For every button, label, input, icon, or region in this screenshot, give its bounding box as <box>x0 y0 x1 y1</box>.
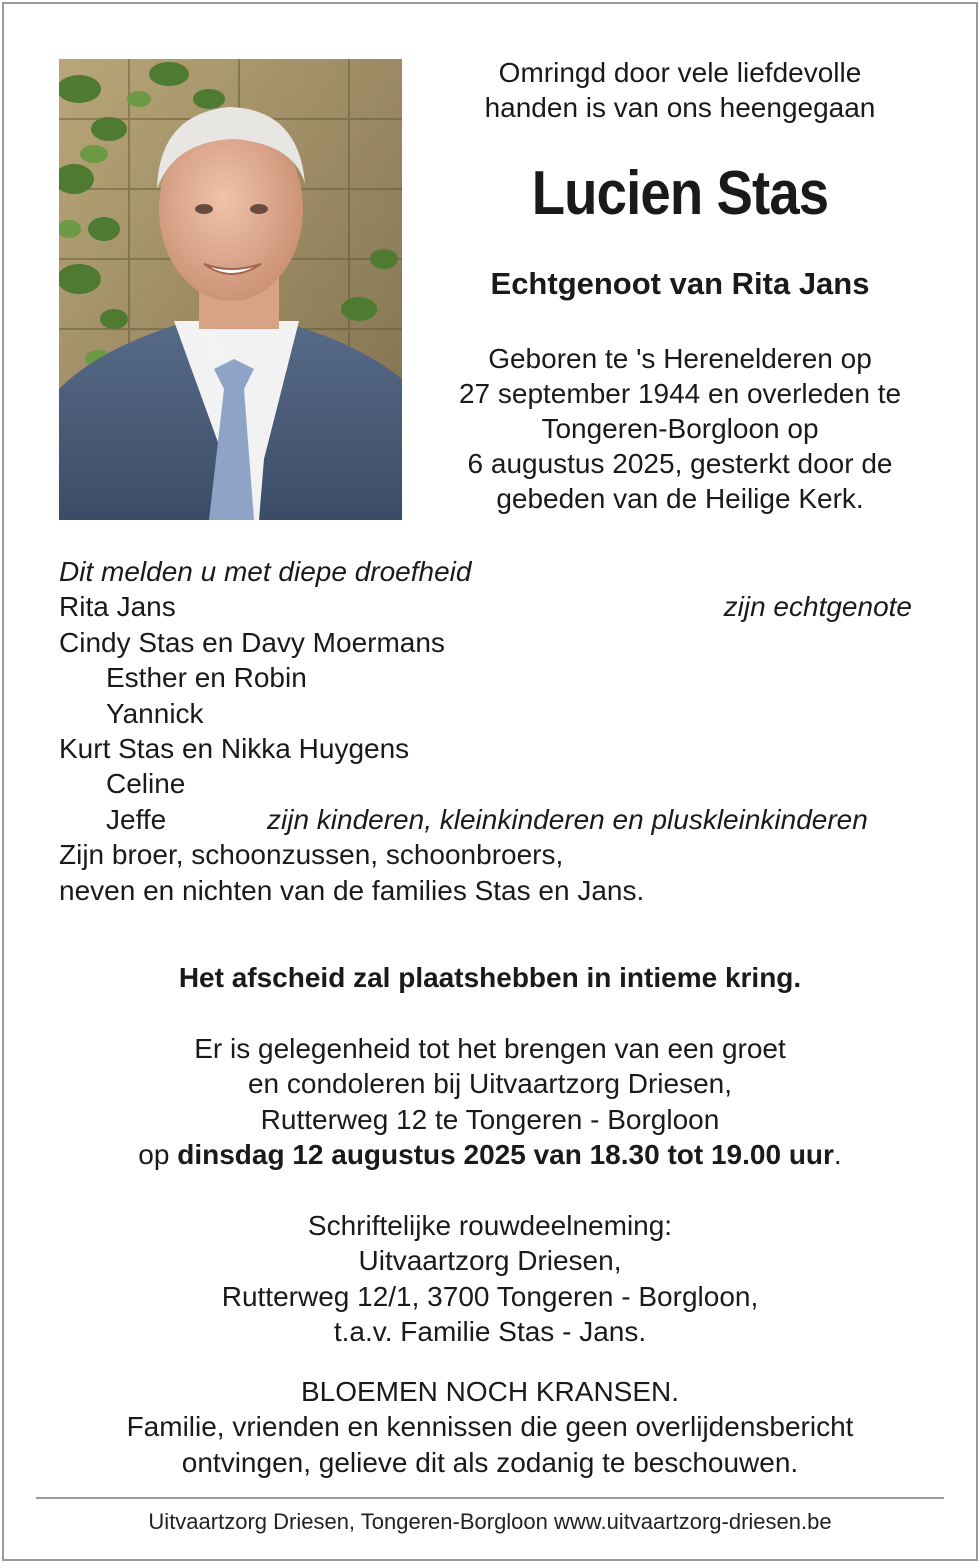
condolence-line: Uitvaartzorg Driesen, <box>358 1245 622 1277</box>
condolence-address <box>20 1208 960 1350</box>
intro-line: handen is van ons heengegaan <box>484 92 876 123</box>
flowers-line: Familie, vrienden en kennissen die geen overlijdensbericht <box>126 1411 854 1443</box>
birth-death-text <box>420 341 940 516</box>
condolence-line: Schriftelijke rouwdeelneming: <box>307 1210 673 1241</box>
mourner-name: Jeffe <box>106 803 167 835</box>
birth-line: gebeden van de Heilige Kerk. <box>496 483 864 514</box>
birth-line: Geboren te 's Herenelderen op <box>488 343 872 374</box>
mourner-row <box>59 802 929 837</box>
flowers-line: BLOEMEN NOCH KRANSEN. <box>300 1376 680 1407</box>
flowers-line: ontvingen, gelieve dit als zodanig te beschouwen. <box>181 1446 799 1478</box>
children-role: zijn kinderen, kleinkinderen en pluskleinkinderen <box>267 803 868 835</box>
mourner-row: Esther en Robin <box>106 662 307 694</box>
mourner-row <box>59 589 929 624</box>
relatives-line: Zijn broer, schoonzussen, schoonbroers, <box>59 839 564 871</box>
condolence-line: Rutterweg 12/1, 3700 Tongeren - Borgloon, <box>221 1280 759 1312</box>
visitation-line: Rutterweg 12 te Tongeren - Borgloon <box>260 1103 720 1135</box>
visitation-datetime: dinsdag 12 augustus 2025 van 18.30 tot 19.00 uur <box>177 1139 834 1171</box>
mourner-row: Kurt Stas en Nikka Huygens <box>59 732 410 764</box>
deceased-name: Lucien Stas <box>531 159 829 228</box>
portrait-photo <box>59 59 402 520</box>
mourner-wife: Rita Jans <box>59 591 176 623</box>
visitation-prefix: op <box>138 1139 178 1171</box>
wife-role: zijn echtgenote <box>723 591 912 623</box>
relatives-line: neven en nichten van de families Stas en Jans. <box>59 874 645 906</box>
intro-line: Omringd door vele liefdevolle <box>498 57 862 88</box>
visitation-datetime-line <box>20 1137 960 1172</box>
condolence-line: t.a.v. Familie Stas - Jans. <box>333 1316 647 1348</box>
footer-divider <box>36 1497 944 1499</box>
footer-credit: Uitvaartzorg Driesen, Tongeren-Borgloon www.uitvaartzorg-driesen.be <box>148 1509 832 1534</box>
intro-text <box>420 55 940 125</box>
spouse-line: Echtgenoot van Rita Jans <box>490 266 870 301</box>
birth-line: 6 augustus 2025, gesterkt door de <box>467 448 893 479</box>
mourners-list <box>59 554 929 908</box>
mourner-row: Yannick <box>106 697 204 729</box>
mourner-row: Cindy Stas en Davy Moermans <box>59 626 445 658</box>
flowers-note <box>20 1374 960 1480</box>
birth-line: 27 september 1944 en overleden te <box>458 378 902 409</box>
mourner-row: Celine <box>106 768 186 800</box>
birth-line: Tongeren-Borgloon op <box>541 413 819 444</box>
visitation-info <box>20 1031 960 1173</box>
visitation-line: Er is gelegenheid tot het brengen van een groet <box>194 1033 786 1064</box>
visitation-suffix: . <box>833 1139 842 1171</box>
visitation-line: en condoleren bij Uitvaartzorg Driesen, <box>247 1068 733 1100</box>
mourners-heading: Dit melden u met diepe droefheid <box>59 556 472 587</box>
farewell-note: Het afscheid zal plaatshebben in intieme kring. <box>178 962 802 993</box>
